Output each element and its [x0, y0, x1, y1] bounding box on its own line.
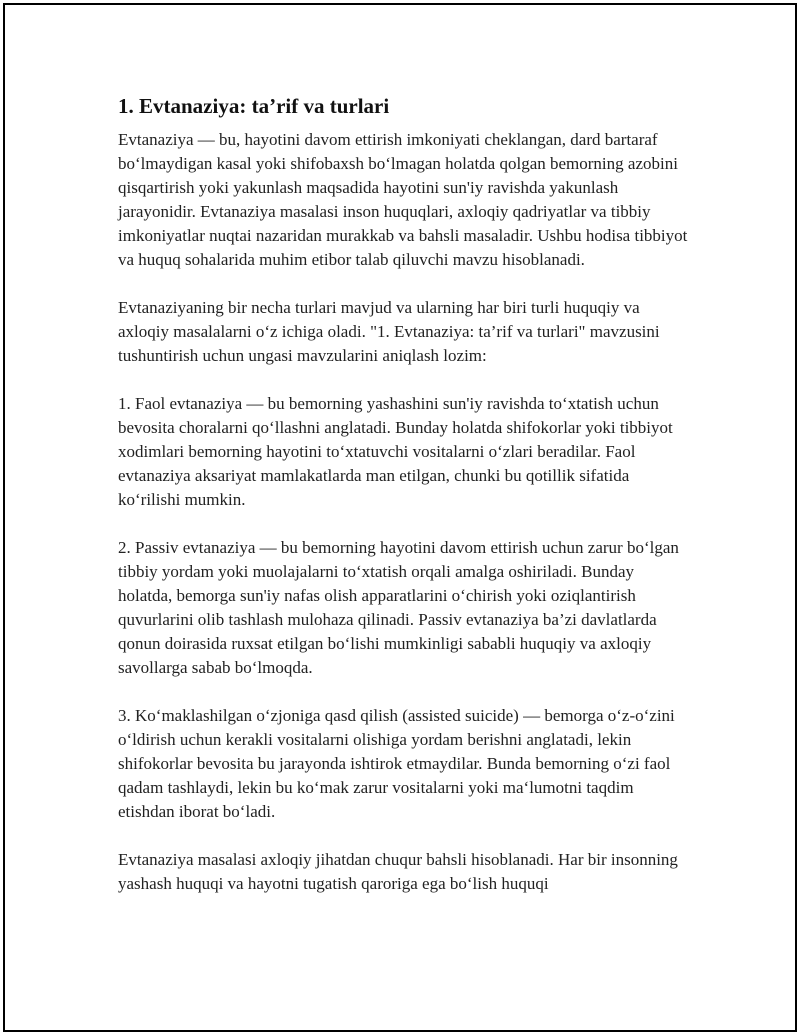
paragraph-passive-euthanasia: 2. Passiv evtanaziya — bu bemorning hayotini davom ettirish uchun zarur boʻlgan tibbiy yordam yoki muolajalarni toʻxtatish orqali amalga oshiriladi. Bunday holatda, bemorga sun'iy nafas olish apparatlarini oʻchirish yoki oziqlantirish quvurlarini olib tashlash mulohaza qilinadi. Passiv evtanaziya ba’zi davlatlarda qonun doirasida ruxsat etilgan boʻlishi mumkinligi sababli huquqiy va axloqiy savollarga sabab boʻlmoqda.	[118, 538, 679, 677]
paragraph-active-euthanasia: 1. Faol evtanaziya — bu bemorning yashashini sun'iy ravishda toʻxtatish uchun bevosita choralarni qoʻllashni anglatadi. Bunday holatda shifokorlar yoki tibbiyot xodimlari bemorning hayotini toʻxtatuvchi vositalarni oʻzlari beradilar. Faol evtanaziya aksariyat mamlakatlarda man etilgan, chunki bu qotillik sifatida koʻrilishi mumkin.	[118, 394, 673, 509]
paragraph-ethical-debate: Evtanaziya masalasi axloqiy jihatdan chuqur bahsli hisoblanadi. Har bir insonning yashash huquqi va hayotni tugatish qaroriga ega boʻlish huquqi	[118, 850, 678, 893]
paragraph-types-intro: Evtanaziyaning bir necha turlari mavjud va ularning har biri turli huquqiy va axloqiy masalalarni oʻz ichiga oladi. "1. Evtanaziya: ta’rif va turlari" mavzusini tushuntirish uchun ungasi mavzularini aniqlash lozim:	[118, 298, 660, 365]
section-heading: 1. Evtanaziya: ta’rif va turlari	[118, 94, 390, 118]
paragraph-definition: Evtanaziya — bu, hayotini davom ettirish imkoniyati cheklangan, dard bartaraf boʻlmaydigan kasal yoki shifobaxsh boʻlmagan holatda qolgan bemorning azobini qisqartirish yoki yakunlash maqsadida hayotini sun'iy ravishda yakunlash jarayonidir. Evtanaziya masalasi inson huquqlari, axloqiy qadriyatlar va tibbiy imkoniyatlar nuqtai nazaridan murakkab va bahsli masaladir. Ushbu hodisa tibbiyot va huquq sohalarida muhim etibor talab qiluvchi mavzu hisoblanadi.	[118, 130, 688, 269]
document-body	[118, 92, 688, 920]
paragraph-assisted-suicide: 3. Koʻmaklashilgan oʻzjoniga qasd qilish (assisted suicide) — bemorga oʻz-oʻzini oʻldirish uchun kerakli vositalarni olishiga yordam berishni anglatadi, lekin shifokorlar bevosita bu jarayonda ishtirok etmaydilar. Bunda bemorning oʻzi faol qadam tashlaydi, lekin bu koʻmak zarur vositalarni yoki maʻlumotni taqdim etishdan iborat boʻladi.	[118, 706, 675, 821]
